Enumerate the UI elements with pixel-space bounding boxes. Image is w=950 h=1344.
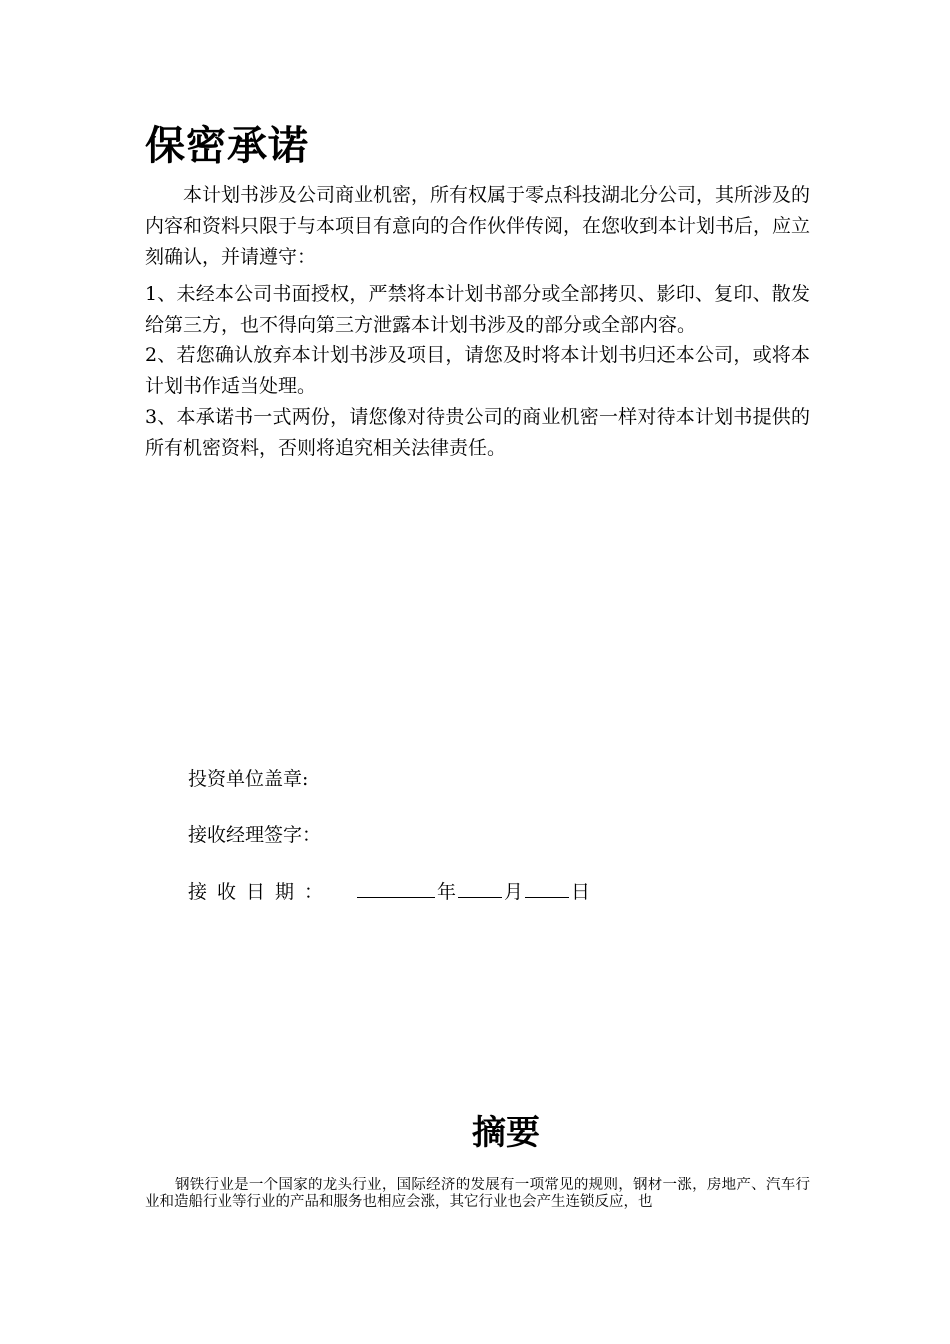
month-unit: 月	[504, 881, 524, 903]
manager-signature-line	[188, 820, 321, 850]
day-blank[interactable]	[525, 877, 569, 898]
confidentiality-item-1: 1、未经本公司书面授权，严禁将本计划书部分或全部拷贝、影印、复印、散发给第三方，也不得向第三方泄露本计划书涉及的部分或全部内容。	[145, 283, 810, 336]
year-unit: 年	[437, 881, 457, 903]
day-unit: 日	[571, 881, 591, 903]
manager-signature-label: 接收经理签字：	[188, 824, 322, 846]
year-blank[interactable]	[357, 877, 435, 898]
receive-date-line	[188, 877, 592, 907]
summary-title: 摘要	[472, 1113, 540, 1153]
seal-label: 投资单位盖章:	[188, 768, 309, 790]
confidentiality-item-3: 3、本承诺书一式两份，请您像对待贵公司的商业机密一样对待本计划书提供的所有机密资料，否则将追究相关法律责任。	[145, 406, 810, 459]
confidentiality-intro: 本计划书涉及公司商业机密，所有权属于零点科技湖北分公司，其所涉及的内容和资料只限于与本项目有意向的合作伙伴传阅，在您收到本计划书后，应立刻确认，并请遵守：	[145, 184, 811, 268]
confidentiality-item-2: 2、若您确认放弃本计划书涉及项目，请您及时将本计划书归还本公司，或将本计划书作适当处理。	[145, 344, 810, 397]
summary-text: 钢铁行业是一个国家的龙头行业，国际经济的发展有一项常见的规则，钢材一涨，房地产、汽车行业和造船行业等行业的产品和服务也相应会涨，其它行业也会产生连锁反应，也	[145, 1177, 810, 1210]
seal-line	[188, 764, 308, 794]
month-blank[interactable]	[458, 877, 502, 898]
confidentiality-title: 保密承诺	[145, 123, 309, 169]
receive-date-label: 接收日期：	[188, 881, 334, 903]
